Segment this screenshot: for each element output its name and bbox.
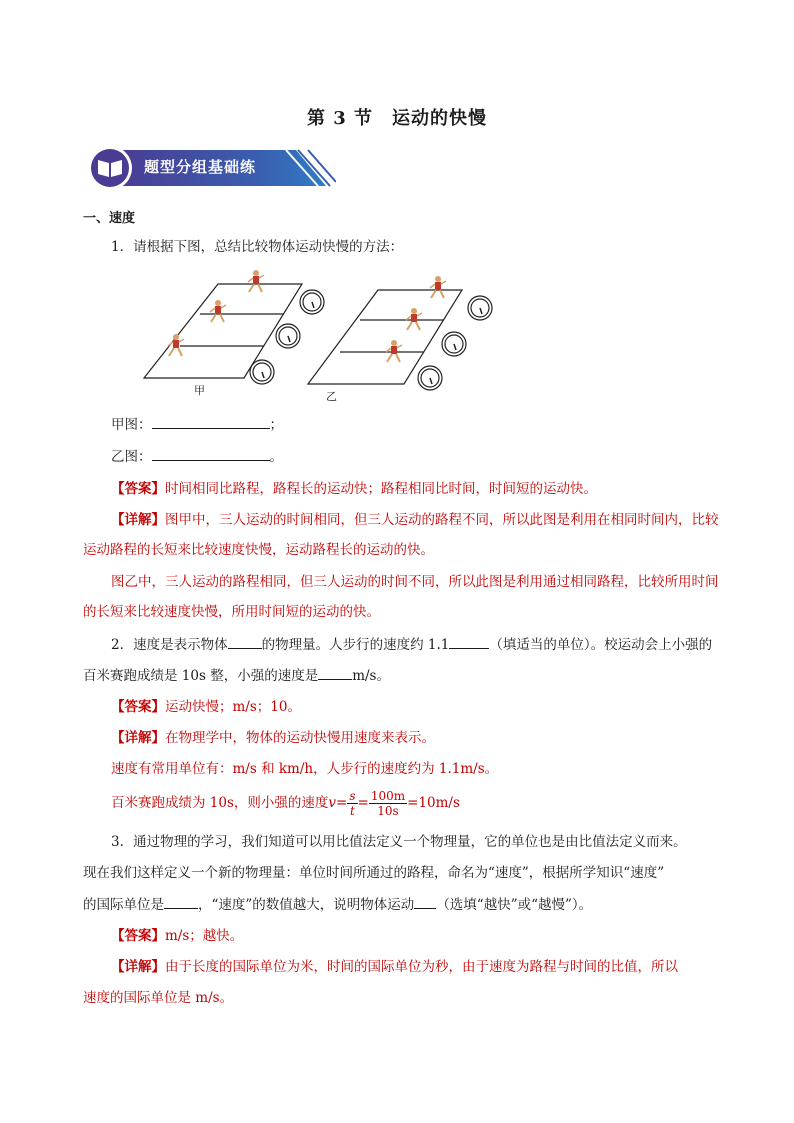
- detail-text: 百米赛跑成绩为 10s，则小强的速度: [111, 795, 329, 811]
- fraction-100m-over-10s: [369, 789, 407, 818]
- answer-text: 时间相同比路程，路程长的运动快；路程相同比时间，时间短的运动快。: [165, 481, 597, 497]
- formula-v: v: [328, 795, 337, 811]
- figure-label-b: 乙: [326, 390, 337, 403]
- fraction-den: t: [350, 804, 355, 818]
- q3-line3: [83, 894, 592, 915]
- clock-icon: [250, 290, 492, 390]
- motion-figure: [140, 262, 500, 406]
- section-banner: [86, 144, 336, 192]
- blank-b-end: 。: [269, 449, 283, 465]
- formula-eq: =: [336, 795, 348, 811]
- q1-blank-b-row: [111, 446, 283, 467]
- answer-blank-a[interactable]: [152, 414, 270, 429]
- answer-blank-q3-1[interactable]: [164, 894, 198, 909]
- q2-text-1: 2．速度是表示物体: [111, 637, 228, 653]
- page-title: 第 3 节 运动的快慢: [306, 108, 488, 129]
- section-heading: 一、速度: [83, 211, 136, 226]
- q1-stem: 1．请根据下图，总结比较物体运动快慢的方法：: [111, 239, 404, 255]
- answer-text: m/s；越快。: [165, 928, 244, 944]
- fraction-s-over-t: [347, 789, 357, 818]
- answer-blank-q2-1[interactable]: [228, 634, 262, 649]
- fraction-den: 10s: [377, 804, 399, 818]
- detail-text: 图甲中，三人运动的时间相同，但三人运动的路程不同，所以此图是利用在相同时间内，比较: [165, 512, 719, 528]
- q2-answer: [111, 697, 301, 717]
- detail-tag: 【详解】: [111, 730, 165, 746]
- answer-blank-q2-3[interactable]: [318, 665, 352, 680]
- q3-detail-l2: 速度的国际单位是 m/s。: [83, 990, 234, 1006]
- q3-text-b: ，“速度”的数值越大，说明物体运动: [198, 897, 415, 913]
- q3-line1: 3．通过物理的学习，我们知道可以用比值法定义一个物理量，它的单位也是由比值法定义而来。: [111, 834, 687, 850]
- q3-answer: [111, 926, 243, 946]
- figure-label-a: 甲: [194, 384, 205, 397]
- answer-blank-q3-2[interactable]: [414, 894, 436, 909]
- q1-blank-a-row: [111, 414, 283, 435]
- q2-text-5: m/s。: [352, 668, 390, 684]
- formula-result: =10m/s: [407, 795, 460, 811]
- q1-detail-l3: 图乙中，三人运动的路程相同，但三人运动的时间不同，所以此图是利用通过相同路程，比较所用时间: [111, 574, 719, 590]
- q3-text-c: （选填“越快”或“越慢”）。: [436, 897, 593, 913]
- q2-detail-l3: [111, 786, 460, 820]
- q1-detail-l4: 的长短来比较速度快慢，所用时间短的运动的快。: [83, 604, 380, 620]
- runner-icon: [168, 270, 446, 362]
- formula-eq: =: [357, 795, 369, 811]
- detail-text: 在物理学中，物体的运动快慢用速度来表示。: [165, 730, 435, 746]
- banner-label: 题型分组基础练: [144, 158, 257, 176]
- q2-text-2: 的物理量。人步行的速度约 1.1: [261, 637, 450, 653]
- blank-a-label: 甲图：: [111, 417, 152, 433]
- detail-text: 由于长度的国际单位为米，时间的国际单位为秒，由于速度为路程与时间的比值，所以: [165, 959, 678, 975]
- q2-line1: [111, 634, 712, 655]
- q2-text-4: 百米赛跑成绩是 10s 整，小强的速度是: [83, 668, 319, 684]
- q1-detail-l2: 运动路程的长短来比较速度快慢，运动路程长的运动的快。: [83, 542, 434, 558]
- detail-tag: 【详解】: [111, 959, 165, 975]
- q2-text-3: （填适当的单位）。校运动会上小强的: [489, 637, 713, 653]
- detail-tag: 【详解】: [111, 512, 165, 528]
- q3-detail-l1: [111, 957, 678, 977]
- q2-detail-l2: 速度有常用单位有：m/s 和 km/h，人步行的速度约为 1.1m/s。: [111, 761, 499, 777]
- answer-tag: 【答案】: [111, 928, 165, 944]
- answer-blank-b[interactable]: [152, 446, 270, 461]
- answer-tag: 【答案】: [111, 481, 165, 497]
- blank-b-label: 乙图：: [111, 449, 152, 465]
- fraction-num: 100m: [370, 789, 406, 803]
- q2-line2: [83, 665, 390, 686]
- fraction-num: s: [349, 789, 356, 803]
- q2-detail-l1: [111, 728, 435, 748]
- answer-tag: 【答案】: [111, 699, 165, 715]
- q1-detail-l1: [111, 510, 719, 530]
- answer-text: 运动快慢；m/s；10。: [165, 699, 301, 715]
- q3-line2: 现在我们这样定义一个新的物理量：单位时间所通过的路程，命名为“速度”，根据所学知识“速度”: [83, 865, 665, 881]
- q3-text-a: 的国际单位是: [83, 897, 164, 913]
- blank-a-end: ；: [269, 417, 283, 433]
- answer-blank-q2-2[interactable]: [449, 634, 489, 649]
- q1-answer: [111, 479, 597, 499]
